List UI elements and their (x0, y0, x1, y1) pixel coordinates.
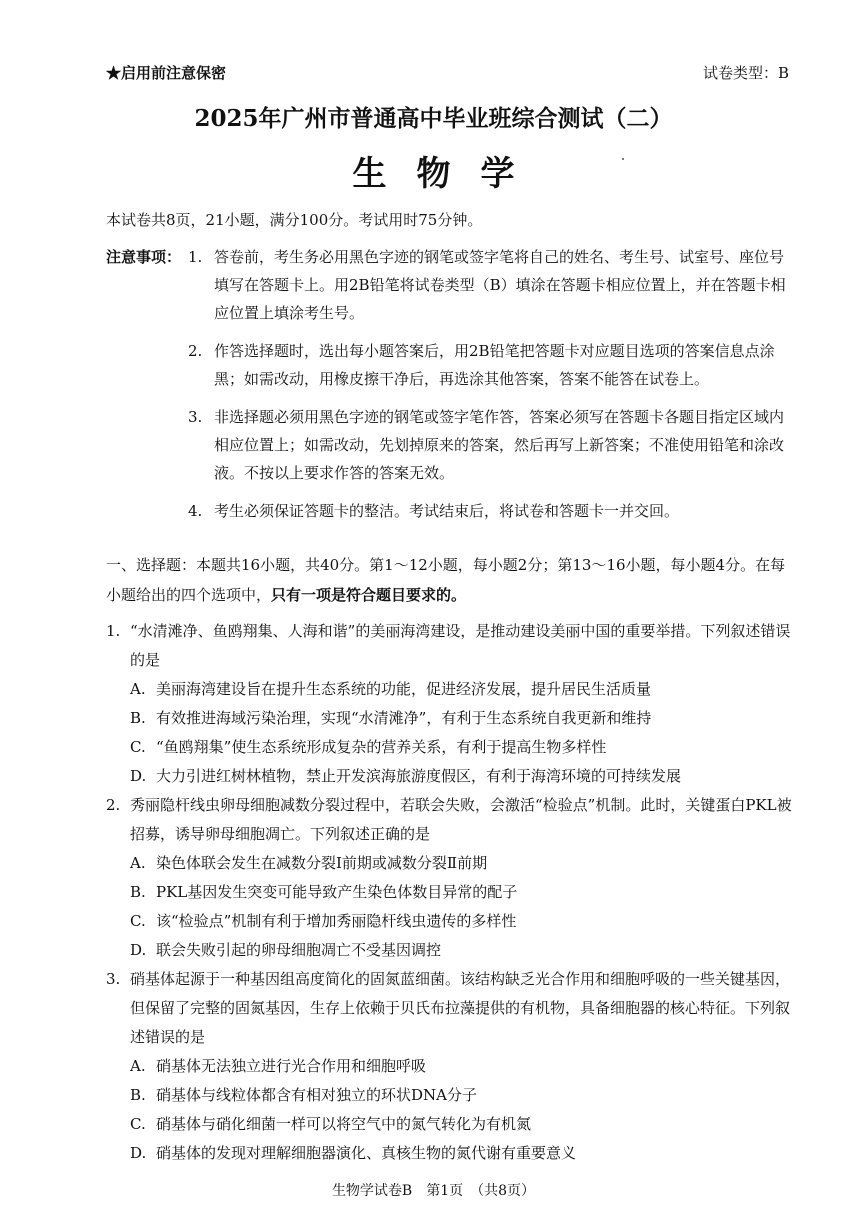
option-text: 染色体联会发生在减数分裂Ⅰ前期或减数分裂Ⅱ前期 (156, 854, 488, 872)
option-text: 有效推进海域污染治理，实现“水清滩净”，有利于生态系统自我更新和维持 (156, 709, 652, 727)
section-lead: 一、选择题：本题共16小题，共40分。第1～12小题，每小题2分；第13～16小题，每小题4分。在每小题给出的四个选项中， (106, 556, 786, 604)
notice-item-number: 1. (188, 248, 203, 266)
option-label: A. (130, 854, 146, 872)
answer-option (106, 762, 796, 791)
question-list (106, 617, 796, 1168)
exam-intro: 本试卷共8页，21小题，满分100分。考试用时75分钟。 (106, 211, 483, 229)
subject-title: 生物学 (352, 154, 545, 194)
notice-item-text: 答卷前，考生务必用黑色字迹的钢笔或签字笔将自己的姓名、考生号、试室号、座位号填写在答题卡上。用2B铅笔将试卷类型（B）填涂在答题卡相应位置上，并在答题卡相应位置上填涂考生号。 (214, 248, 786, 322)
page-footer: 生物学试卷B 第1页 （共8页） (331, 1183, 536, 1199)
notice-label: 注意事项： (106, 248, 182, 266)
option-label: B. (130, 883, 146, 901)
notice-list (106, 243, 796, 525)
question-stem (106, 617, 796, 675)
question-number: 3. (106, 970, 121, 988)
answer-option (106, 849, 796, 878)
answer-option (106, 733, 796, 762)
section-emphasis: 只有一项是符合题目要求的。 (271, 586, 467, 604)
question-number: 2. (106, 796, 121, 814)
option-text: 美丽海湾建设旨在提升生态系统的功能，促进经济发展，提升居民生活质量 (156, 680, 652, 698)
notice-item (106, 403, 796, 487)
option-text: 硝基体的发现对理解细胞器演化、真核生物的氮代谢有重要意义 (156, 1144, 577, 1162)
option-text: 联会失败引起的卵母细胞凋亡不受基因调控 (156, 941, 442, 959)
option-label: C. (130, 738, 146, 756)
question (106, 791, 796, 965)
question-stem (106, 965, 796, 1052)
notice-item-text: 非选择题必须用黑色字迹的钢笔或签字笔作答，答案必须写在答题卡各题目指定区域内相应位置上；如需改动，先划掉原来的答案，然后再写上新答案；不准使用铅笔和涂改液。不按以上要求作答的答案无效。 (214, 408, 785, 482)
exam-title: 2025年广州市普通高中毕业班综合测试（二） (194, 105, 673, 132)
notice-block (106, 243, 796, 535)
question (106, 617, 796, 791)
option-text: 硝基体与硝化细菌一样可以将空气中的氮气转化为有机氮 (156, 1115, 532, 1133)
notice-item-number: 3. (188, 408, 203, 426)
notice-item (106, 337, 796, 393)
option-label: A. (130, 1057, 146, 1075)
answer-option (106, 1052, 796, 1081)
answer-option (106, 878, 796, 907)
answer-option (106, 1110, 796, 1139)
notice-item-number: 2. (188, 342, 203, 360)
notice-item (106, 497, 796, 525)
question-text: 秀丽隐杆线虫卵母细胞减数分裂过程中，若联会失败，会激活“检验点”机制。此时，关键蛋白PKL被招募，诱导卵母细胞凋亡。下列叙述正确的是 (130, 796, 792, 843)
option-label: A. (130, 680, 146, 698)
option-text: 硝基体与线粒体都含有相对独立的环状DNA分子 (156, 1086, 477, 1104)
notice-item-number: 4. (188, 502, 203, 520)
paper-type: 试卷类型：B (702, 64, 789, 82)
answer-option (106, 1081, 796, 1110)
question-text: “水清滩净、鱼鸥翔集、人海和谐”的美丽海湾建设，是推动建设美丽中国的重要举措。下列叙述错误的是 (130, 622, 791, 669)
option-text: 硝基体无法独立进行光合作用和细胞呼吸 (156, 1057, 427, 1075)
option-label: B. (130, 1086, 146, 1104)
answer-option (106, 675, 796, 704)
question (106, 965, 796, 1168)
answer-option (106, 936, 796, 965)
option-label: D. (130, 767, 147, 785)
confidential-mark: ★启用前注意保密 (106, 64, 227, 82)
option-text: 该“检验点”机制有利于增加秀丽隐杆线虫遗传的多样性 (156, 912, 517, 930)
scan-speck (622, 158, 624, 160)
option-label: D. (130, 1144, 147, 1162)
option-text: 大力引进红树林植物，禁止开发滨海旅游度假区，有利于海湾环境的可持续发展 (156, 767, 682, 785)
question-stem (106, 791, 796, 849)
option-label: D. (130, 941, 147, 959)
section-heading (106, 550, 796, 610)
option-label: C. (130, 912, 146, 930)
option-label: C. (130, 1115, 146, 1133)
notice-item-text: 考生必须保证答题卡的整洁。考试结束后，将试卷和答题卡一并交回。 (214, 502, 680, 520)
notice-item (106, 243, 796, 327)
answer-option (106, 907, 796, 936)
option-text: PKL基因发生突变可能导致产生染色体数目异常的配子 (156, 883, 518, 901)
question-text: 硝基体起源于一种基因组高度简化的固氮蓝细菌。该结构缺乏光合作用和细胞呼吸的一些关键基因，但保留了完整的固氮基因，生存上依赖于贝氏布拉藻提供的有机物，具备细胞器的核心特征。下列叙述错误的是 (130, 970, 791, 1046)
question-number: 1. (106, 622, 121, 640)
answer-option (106, 704, 796, 733)
answer-option (106, 1139, 796, 1168)
option-text: “鱼鸥翔集”使生态系统形成复杂的营养关系，有利于提高生物多样性 (156, 738, 607, 756)
notice-item-text: 作答选择题时，选出每小题答案后，用2B铅笔把答题卡对应题目选项的答案信息点涂黑；如需改动，用橡皮擦干净后，再选涂其他答案，答案不能答在试卷上。 (214, 342, 775, 388)
option-label: B. (130, 709, 146, 727)
